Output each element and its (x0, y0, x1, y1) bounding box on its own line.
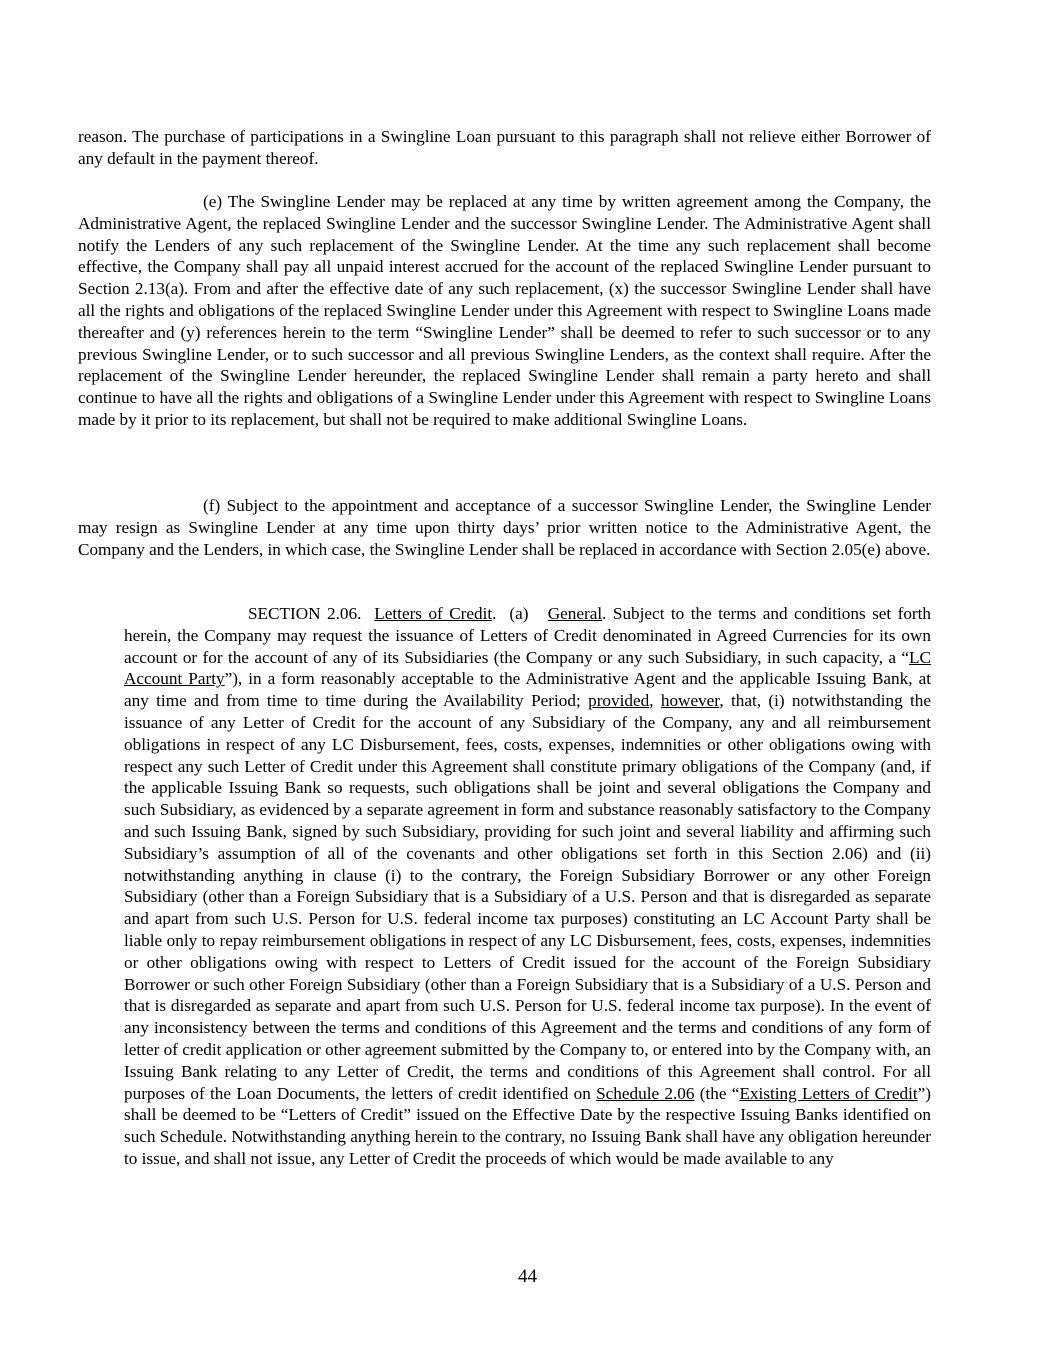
paragraph-e: (e) The Swingline Lender may be replaced at any time by written agreement among the Company, the Administrative Agent, the replaced Swingline Lender and the successor Swingline Lender. The Administrative Agent shall notify the Lenders of any such replacement of the Swingline Lender. At the time any such replacement shall become effective, the Company shall pay all unpaid interest accrued for the account of the replaced Swingline Lender pursuant to Section 2.13(a). From and after the effective date of any such replacement, (x) the successor Swingline Lender shall have all the rights and obligations of the replaced Swingline Lender under this Agreement with respect to Swingline Loans made thereafter and (y) references herein to the term “Swingline Lender” shall be deemed to refer to such successor or to any previous Swingline Lender, or to such successor and all previous Swingline Lenders, as the context shall require. After the replacement of the Swingline Lender hereunder, the replaced Swingline Lender shall remain a party hereto and shall continue to have all the rights and obligations of a Swingline Lender under this Agreement with respect to Swingline Loans made by it prior to its replacement, but shall not be required to make additional Swingline Loans. (78, 192, 931, 429)
section-2-06: SECTION 2.06. Letters of Credit. (a) General. Subject to the terms and conditions set forth herein, the Company may request the issuance of Letters of Credit denominated in Agreed Currencies for its own account or for the account of any of its Subsidiaries (the Company or any such Subsidiary, in such capacity, a “LC Account Party”), in a form reasonably acceptable to the Administrative Agent and the applicable Issuing Bank, at any time and from time to time during the Availability Period; provided, however, that, (i) notwithstanding the issuance of any Letter of Credit for the account of any Subsidiary of the Company, any and all reimbursement obligations in respect of any LC Disbursement, fees, costs, expenses, indemnities or other obligations owing with respect any such Letter of Credit under this Agreement shall constitute primary obligations of the Company (and, if the applicable Issuing Bank so requests, such obligations shall be joint and several obligations the Company and such Subsidiary, as evidenced by a separate agreement in form and substance reasonably satisfactory to the Company and such Issuing Bank, signed by such Subsidiary, providing for such joint and several liability and affirming such Subsidiary’s assumption of all of the covenants and other obligations set forth in this Section 2.06) and (ii) notwithstanding anything in clause (i) to the contrary, the Foreign Subsidiary Borrower or any other Foreign Subsidiary (other than a Foreign Subsidiary that is a Subsidiary of a U.S. Person and that is disregarded as separate and apart from such U.S. Person for U.S. federal income tax purposes) constituting an LC Account Party shall be liable only to repay reimbursement obligations in respect of any LC Disbursement, fees, costs, expenses, indemnities or other obligations owing with respect to Letters of Credit issued for the account of the Foreign Subsidiary Borrower or such other Foreign Subsidiary (other than a Foreign Subsidiary that is a Subsidiary of a U.S. Person and that is disregarded as separate and apart from such U.S. Person for U.S. federal income tax purpose). In the event of any inconsistency between the terms and conditions of this Agreement and the terms and conditions of any form of letter of credit application or other agreement submitted by the Company to, or entered into by the Company with, an Issuing Bank relating to any Letter of Credit, the terms and conditions of this Agreement shall control. For all purposes of the Loan Documents, the letters of credit identified on Schedule 2.06 (the “Existing Letters of Credit”) shall be deemed to be “Letters of Credit” issued on the Effective Date by the respective Issuing Banks identified on such Schedule. Notwithstanding anything herein to the contrary, no Issuing Bank shall have any obligation hereunder to issue, and shall not issue, any Letter of Credit the proceeds of which would be made available to any (124, 604, 932, 1168)
paragraph-f: (f) Subject to the appointment and acceptance of a successor Swingline Lender, the Swingline Lender may resign as Swingline Lender at any time upon thirty days’ prior written notice to the Administrative Agent, the Company and the Lenders, in which case, the Swingline Lender shall be replaced in accordance with Section 2.05(e) above. (78, 496, 931, 559)
reference-schedule-2-06: Schedule 2.06 (596, 1083, 695, 1103)
section-number: SECTION 2.06. (248, 604, 362, 623)
section-text-5: ”) shall be deemed to be “Letters of Credit” issued on the Effective Date by the respective Issuing Banks identified on such Schedule. Notwithstanding anything herein to the contrary, no Issuing Bank shall have any obligation hereunder to issue, and shall not issue, any Letter of Credit the proceeds of which would be made available to any (124, 1083, 931, 1168)
section-text-1: . Subject to the terms and conditions set forth herein, the Company may request the issuance of Letters of Credit denominated in Agreed Currencies for its own account or for the account of any of its Subsidiaries (the Company or any such Subsidiary, in such capacity, a “ (124, 604, 932, 667)
section-text-4: (the “ (694, 1083, 740, 1103)
section-text-3: , that, (i) notwithstanding the issuance of any Letter of Credit for the account of any Subsidiary of the Company, any and all reimbursement obligations in respect of any LC Disbursement, fees, costs, expenses, indemnities or other obligations owing with respect any such Letter of Credit under this Agreement shall constitute primary obligations of the Company (and, if the applicable Issuing Bank so requests, such obligations shall be joint and several obligations the Company and such Subsidiary, as evidenced by a separate agreement in form and substance reasonably satisfactory to the Company and such Issuing Bank, signed by such Subsidiary, providing for such joint and several liability and affirming such Subsidiary’s assumption of all of the covenants and other obligations set forth in this Section 2.06) and (ii) notwithstanding anything in clause (i) to the contrary, the Foreign Subsidiary Borrower or any other Foreign Subsidiary (other than a Foreign Subsidiary that is a Subsidiary of a U.S. Person and that is disregarded as separate and apart from such U.S. Person for U.S. federal income tax purposes) constituting an LC Account Party shall be liable only to repay reimbursement obligations in respect of any LC Disbursement, fees, costs, expenses, indemnities or other obligations owing with respect to Letters of Credit issued for the account of the Foreign Subsidiary Borrower or such other Foreign Subsidiary (other than a Foreign Subsidiary that is a Subsidiary of a U.S. Person and that is disregarded as separate and apart from such U.S. Person for U.S. federal income tax purpose). In the event of any inconsistency between the terms and conditions of this Agreement and the terms and conditions of any form of letter of credit application or other agreement submitted by the Company to, or entered into by the Company with, an Issuing Bank relating to any Letter of Credit, the terms and conditions of this Agreement shall control. For all purposes of the Loan Documents, the letters of credit identified on (124, 691, 932, 1103)
page-number: 44 (518, 1266, 537, 1287)
comma: , (649, 691, 661, 711)
section-text-2: ”), in a form reasonably acceptable to the Administrative Agent and the applicable Issuing Bank, at any time and from time to time during the Availability Period; (124, 669, 931, 711)
clause-label: (a) (509, 604, 529, 623)
section-title: Letters of Credit (374, 604, 493, 623)
term-however: however (660, 691, 720, 711)
term-provided: provided (588, 691, 650, 711)
defined-term-existing-letters-of-credit: Existing Letters of Credit (739, 1083, 918, 1103)
defined-term-lc-account-party: LC Account Party (124, 647, 931, 689)
paragraph-continuation: reason. The purchase of participations in a Swingline Loan pursuant to this paragraph shall not relieve either Borrower of any default in the payment thereof. (78, 127, 931, 168)
clause-title: General (547, 604, 603, 623)
